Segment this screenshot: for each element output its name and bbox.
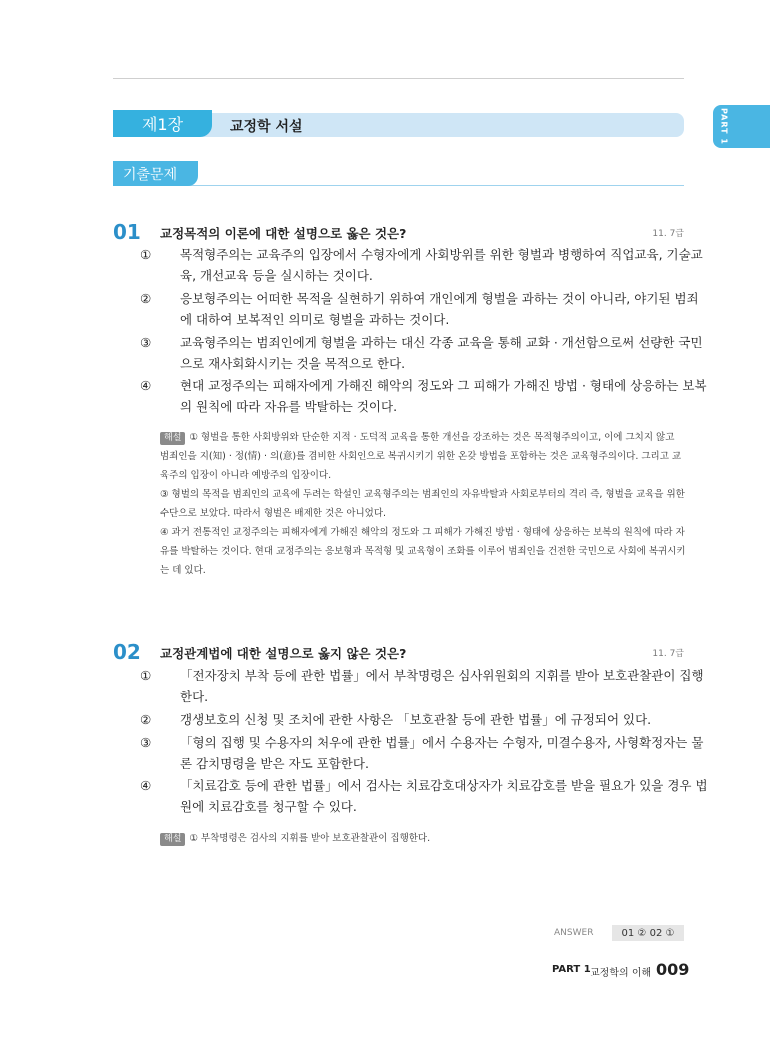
question-source: 11. 7급: [652, 229, 684, 239]
part-side-tab-label: PART 1: [719, 108, 729, 145]
option-text: 갱생보호의 신청 및 조치에 관한 사항은 「보호관찰 등에 관한 법률」에 규정되어 있다.: [180, 712, 652, 727]
question-text: 교정목적의 이론에 대한 설명으로 옳은 것은?: [160, 226, 407, 241]
footer-part: PART 1: [552, 964, 591, 975]
page-number: 009: [656, 960, 690, 979]
explanation-paragraph: ③ 형벌의 목적을 범죄인의 교육에 두려는 학설인 교육형주의는 범죄인의 자유박탈과 사회로부터의 격리 즉, 형벌을 교육을 위한 수단으로 보았다. 따라서 형벌은 배제한 것은 아니었다.: [160, 489, 685, 519]
option-text: 「전자장치 부착 등에 관한 법률」에서 부착명령은 심사위원회의 지휘를 받아 보호관찰관이 집행한다.: [180, 668, 704, 704]
question-number: 01: [113, 220, 141, 244]
answer-option: [140, 244, 710, 286]
option-number: ②: [140, 712, 152, 727]
option-text: 「형의 집행 및 수용자의 처우에 관한 법률」에서 수용자는 수형자, 미결수용자, 사형확정자는 물론 감치명령을 받은 자도 포함한다.: [180, 735, 704, 771]
option-text: 응보형주의는 어떠한 목적을 실현하기 위하여 개인에게 형벌을 과하는 것이 아니라, 야기된 범죄에 대하여 보복적인 의미로 형벌을 과하는 것이다.: [180, 291, 699, 327]
option-text: 교육형주의는 범죄인에게 형벌을 과하는 대신 각종 교육을 통해 교화 · 개선함으로써 선량한 국민으로 재사회화시키는 것을 목적으로 한다.: [180, 335, 703, 371]
option-number: ①: [140, 247, 152, 262]
top-rule: [113, 78, 684, 79]
answer-option: [140, 332, 710, 374]
answer-option: [140, 288, 710, 330]
option-number: ①: [140, 668, 152, 683]
explanation: [160, 523, 686, 580]
option-text: 현대 교정주의는 피해자에게 가해진 해악의 정도와 그 피해가 가해진 방법 · 형태에 상응하는 보복의 원칙에 따라 자유를 박탈하는 것이다.: [180, 378, 707, 414]
answer-option: [140, 375, 710, 417]
footer-title: 교정학의 이해: [590, 968, 652, 979]
answer-option: [140, 732, 710, 774]
question-text: 교정관계법에 대한 설명으로 옳지 않은 것은?: [160, 646, 407, 661]
answer-option: [140, 775, 710, 817]
explanation-tag: 해설: [160, 432, 185, 445]
explanation-paragraph: ① 부착명령은 검사의 지휘를 받아 보호관찰관이 집행한다.: [189, 833, 431, 844]
section-label: 기출문제: [113, 161, 198, 186]
option-number: ④: [140, 378, 152, 393]
explanation-paragraph: ④ 과거 전통적인 교정주의는 피해자에게 가해진 해악의 정도와 그 피해가 가해진 방법 · 형태에 상응하는 보복의 원칙에 따라 자유를 박탈하는 것이다. 현대 교정주의는 응보형과 목적형 및 교육형이 조화를 이루어 범죄인을 건전한 국민으로 사회에 복귀시키는 데 있다.: [160, 527, 686, 576]
section-header-line: [113, 160, 684, 186]
explanation: [160, 428, 686, 485]
explanation-paragraph: ① 형벌을 통한 사회방위와 단순한 지적 · 도덕적 교육을 통한 개선을 강조하는 것은 목적형주의이고, 이에 그치지 않고 범죄인을 지(知) · 정(情) · 의(意)를 겸비한 사회인으로 복귀시키기 위한 온갖 방법을 포함하는 것은 교육형주의이다. 그리고 교육주의 입장이 아니라 예방주의 입장이다.: [160, 432, 682, 481]
answer-label: ANSWER: [554, 928, 594, 938]
explanation: [160, 485, 686, 523]
option-number: ③: [140, 335, 152, 350]
explanation: [160, 829, 686, 848]
question-number: 02: [113, 640, 141, 664]
answer-option: [140, 709, 710, 730]
answer-key: 01 ② 02 ①: [612, 925, 684, 941]
answer-option: [140, 665, 710, 707]
option-number: ④: [140, 778, 152, 793]
option-number: ②: [140, 291, 152, 306]
option-text: 목적형주의는 교육주의 입장에서 수형자에게 사회방위를 위한 형벌과 병행하여 직업교육, 기술교육, 개선교육 등을 실시하는 것이다.: [180, 247, 703, 283]
option-text: 「치료감호 등에 관한 법률」에서 검사는 치료감호대상자가 치료감호를 받을 필요가 있을 경우 법원에 치료감호를 청구할 수 있다.: [180, 778, 708, 814]
chapter-label: 제1장: [113, 110, 212, 137]
question-source: 11. 7급: [652, 649, 684, 659]
chapter-title: 교정학 서설: [230, 119, 303, 135]
explanation-tag: 해설: [160, 833, 185, 846]
option-number: ③: [140, 735, 152, 750]
